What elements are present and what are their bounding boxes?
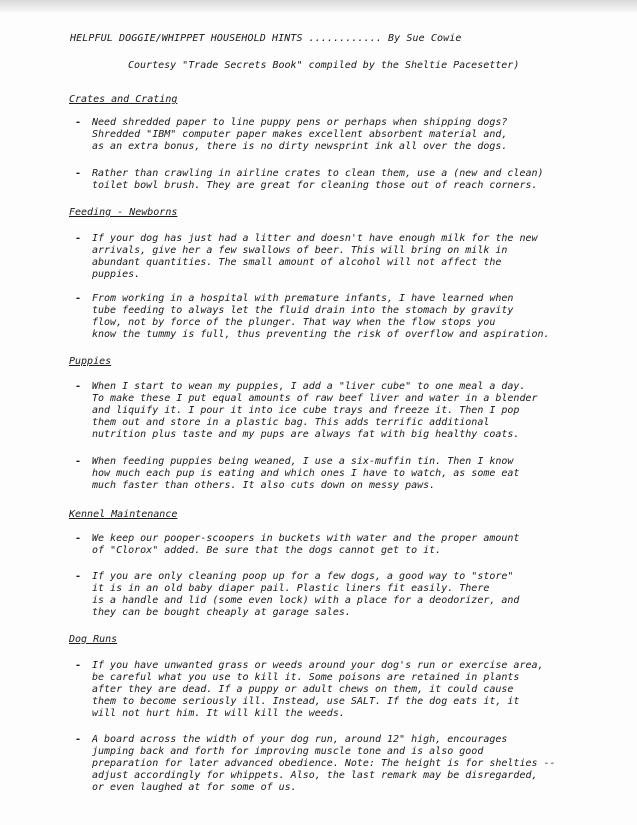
list-item	[75, 117, 575, 153]
hint-text: From working in a hospital with premature infants, I have learned when tube feeding to always let the fluid drain into the stomach by gravity flow, not by force of the plunger. That way when the flow stops you know the tummy is full, thus preventing the risk of overflow and aspiration.	[92, 293, 550, 340]
list-item	[75, 734, 575, 794]
courtesy-line: Courtesy "Trade Secrets Book" compiled by the Sheltie Pacesetter)	[128, 60, 520, 71]
list-item	[75, 168, 575, 192]
hint-text: We keep our pooper-scoopers in buckets with water and the proper amount of "Clorox" added. Be sure that the dogs cannot get to it.	[92, 533, 520, 556]
section-title-feeding: Feeding - Newborns	[69, 207, 178, 218]
hint-text: When I start to wean my puppies, I add a "liver cube" to one meal a day. To make these I put equal amounts of raw beef liver and water in a blender and liquify it. I pour it into ice cube trays and freeze it. Then I pop them out and store in a plastic bag. This adds terrific additional nutrition plus taste and my pups are always fat with big healthy coats.	[92, 381, 538, 440]
hint-text: Rather than crawling in airline crates to clean them, use a (new and clean) toilet bowl brush. They are great for cleaning those out of reach corners.	[92, 168, 544, 191]
section-title-crates: Crates and Crating	[69, 94, 178, 105]
list-item	[75, 381, 575, 441]
leader-dots: ............	[308, 33, 383, 44]
hint-text: If you have unwanted grass or weeds around your dog's run or exercise area, be careful what you use to kill it. Some poisons are retained in plants after they are dead. If a puppy or adult chews on them, it could cause them to become seriously ill. Instead, use SALT. If the dog eats it, it will not hurt him. It will kill the weeds.	[92, 660, 544, 719]
bullet-dash: -	[75, 381, 82, 392]
bullet-dash: -	[75, 456, 82, 467]
hint-text: If your dog has just had a litter and doesn't have enough milk for the new arrivals, give her a few swallows of beer. This will bring on milk in abundant quantities. The small amount of alcohol will not affect the puppies.	[92, 233, 538, 280]
hint-text: A board across the width of your dog run, around 12" high, encourages jumping back and forth for improving muscle tone and is also good preparation for later advanced obedience. Note: The height is for shelties -- adjust accordingly for whippets. Also, the last remark may be disregarded, or even laughed at for some of us.	[92, 734, 556, 793]
bullet-dash: -	[75, 117, 82, 128]
bullet-dash: -	[75, 533, 82, 544]
bullet-dash: -	[75, 571, 82, 582]
bullet-dash: -	[75, 660, 82, 671]
section-title-puppies: Puppies	[69, 356, 112, 367]
list-item	[75, 233, 575, 281]
hint-text: If you are only cleaning poop up for a few dogs, a good way to "store" it is in an old baby diaper pail. Plastic liners fit easily. There is a handle and lid (some even lock) with a place for a deodorizer, and they can be bought cheaply at garage sales.	[92, 571, 520, 618]
bullet-dash: -	[75, 293, 82, 304]
hint-text: When feeding puppies being weaned, I use a six-muffin tin. Then I know how much each pup is eating and which ones I have to watch, as some eat much faster than others. It also cuts down on messy paws.	[92, 456, 520, 491]
section-title-kennel: Kennel Maintenance	[69, 509, 178, 520]
list-item	[75, 293, 575, 341]
document-header	[70, 33, 462, 44]
bullet-dash: -	[75, 233, 82, 244]
bullet-dash: -	[75, 734, 82, 745]
hint-text: Need shredded paper to line puppy pens or perhaps when shipping dogs? Shredded "IBM" computer paper makes excellent absorbent material and, as an extra bonus, there is no dirty newsprint ink all over the dogs.	[92, 117, 508, 152]
document-title: HELPFUL DOGGIE/WHIPPET HOUSEHOLD HINTS	[70, 33, 303, 44]
list-item	[75, 533, 575, 557]
list-item	[75, 660, 575, 720]
list-item	[75, 456, 575, 492]
list-item	[75, 571, 575, 619]
author-byline: By Sue Cowie	[388, 33, 462, 44]
scan-edge-shadow	[0, 0, 637, 14]
section-title-dog-runs: Dog Runs	[69, 634, 118, 645]
bullet-dash: -	[75, 168, 82, 179]
